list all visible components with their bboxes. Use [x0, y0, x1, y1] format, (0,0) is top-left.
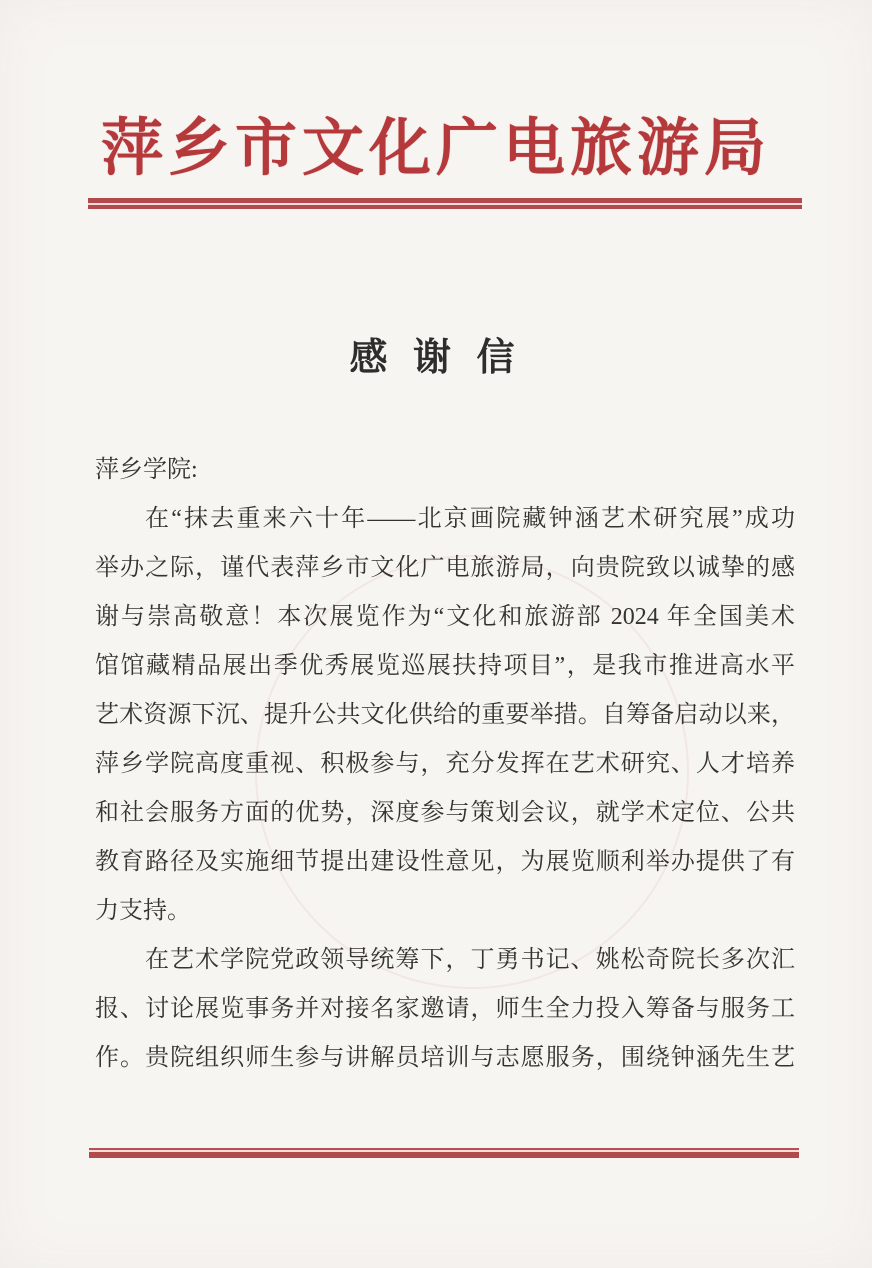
body-line: 艺术资源下沉、提升公共文化供给的重要举措。自筹备启动以来，: [95, 702, 795, 728]
rule-band: [89, 1152, 799, 1158]
body-line: 在艺术学院党政领导统筹下，丁勇书记、姚松奇院长多次汇: [145, 947, 795, 973]
body-line: 萍乡学院高度重视、积极参与，充分发挥在艺术研究、人才培养: [95, 751, 795, 777]
body-line: 力支持。: [95, 898, 191, 924]
letter-body: [95, 446, 795, 1083]
body-line: 谢与崇高敬意！本次展览作为“文化和旅游部 2024 年全国美术: [95, 604, 795, 630]
salutation-line: 萍乡学院:: [95, 457, 198, 483]
body-line: 作。贵院组织师生参与讲解员培训与志愿服务，围绕钟涵先生艺: [95, 1045, 795, 1071]
header-divider-rule: [88, 198, 802, 209]
footer-divider-rule: [89, 1148, 799, 1158]
body-line: 在“抹去重来六十年——北京画院藏钟涵艺术研究展”成功: [145, 506, 795, 532]
body-line: 报、讨论展览事务并对接名家邀请，师生全力投入筹备与服务工: [95, 996, 795, 1022]
letter-title: 感 谢 信: [349, 337, 523, 379]
agency-name-header: 萍乡市文化广电旅游局: [100, 115, 771, 183]
body-line: 教育路径及实施细节提出建设性意见，为展览顺利举办提供了有: [95, 849, 795, 875]
rule-band: [88, 205, 802, 209]
body-line: 馆馆藏精品展出季优秀展览巡展扶持项目”，是我市推进高水平: [95, 653, 795, 679]
body-line: 和社会服务方面的优势，深度参与策划会议，就学术定位、公共: [95, 800, 795, 826]
body-line: 举办之际，谨代表萍乡市文化广电旅游局，向贵院致以诚挚的感: [95, 555, 795, 581]
